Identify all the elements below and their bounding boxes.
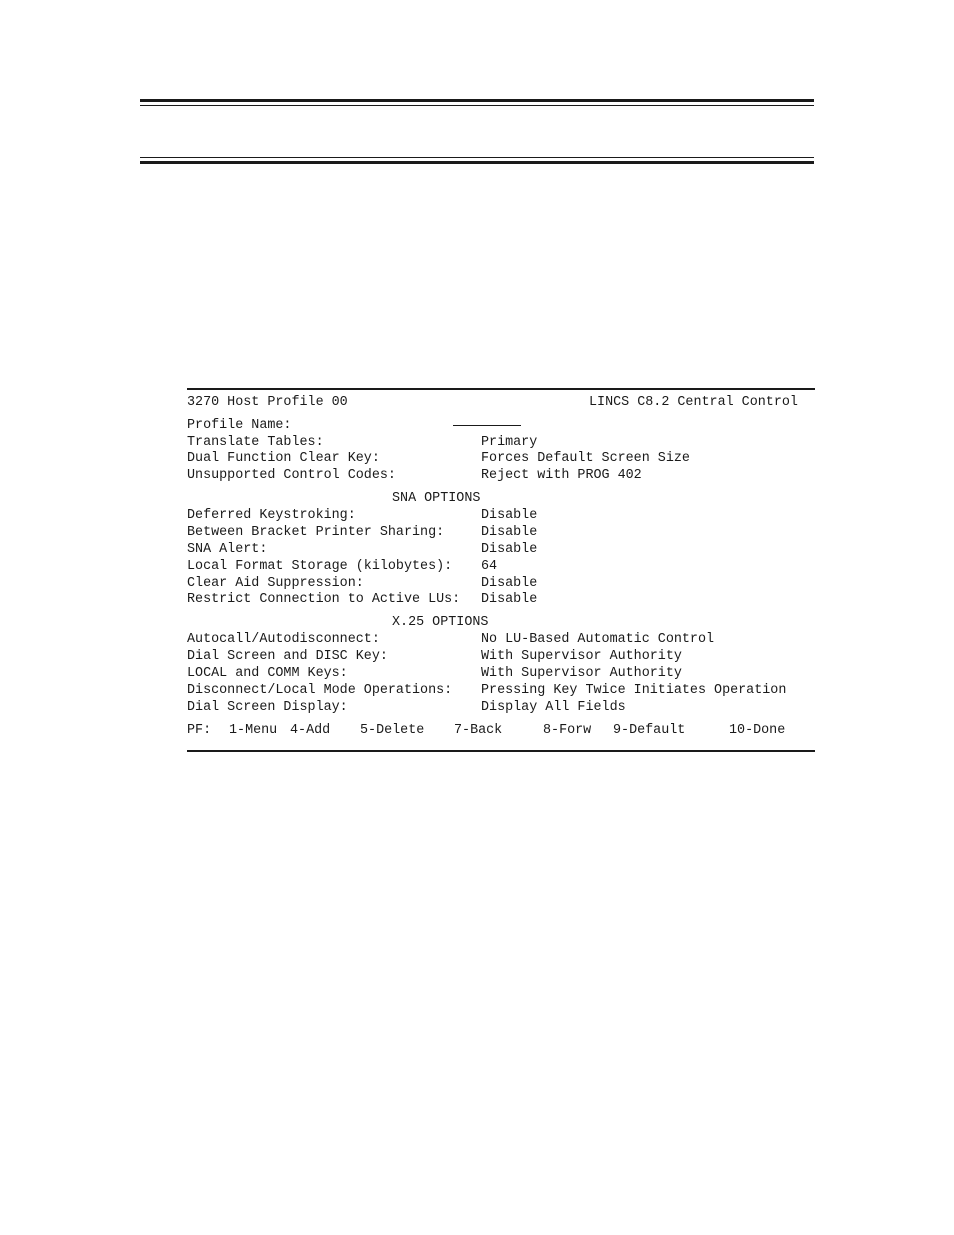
screen-top-rule	[187, 388, 815, 390]
field-row	[187, 542, 815, 558]
field-value[interactable]: Forces Default Screen Size	[481, 451, 690, 466]
field-value[interactable]: Disable	[481, 508, 538, 523]
field-value[interactable]: Pressing Key Twice Initiates Operation	[481, 683, 787, 698]
field-label: Deferred Keystroking:	[187, 508, 356, 523]
x25-section-title: X.25 OPTIONS	[392, 615, 489, 630]
pf-key-default[interactable]: 9-Default	[613, 723, 686, 738]
field-value[interactable]: Disable	[481, 542, 538, 557]
field-label: Dual Function Clear Key:	[187, 451, 380, 466]
pf-key-add[interactable]: 4-Add	[290, 723, 331, 738]
field-label: Dial Screen and DISC Key:	[187, 649, 388, 664]
profile-name-input[interactable]	[453, 425, 521, 426]
field-value[interactable]: With Supervisor Authority	[481, 649, 682, 664]
field-label: Dial Screen Display:	[187, 700, 348, 715]
field-value[interactable]: No LU-Based Automatic Control	[481, 632, 715, 647]
field-row	[187, 525, 815, 541]
x25-section-heading	[187, 615, 815, 631]
profile-name-label: Profile Name:	[187, 418, 292, 433]
field-label: Local Format Storage (kilobytes):	[187, 559, 453, 574]
field-row	[187, 666, 815, 682]
field-row	[187, 451, 815, 467]
terminal-screen	[187, 388, 815, 738]
field-label: Translate Tables:	[187, 435, 324, 450]
pf-key-menu[interactable]: 1-Menu	[229, 723, 278, 738]
system-title: LINCS C8.2 Central Control	[589, 395, 798, 410]
sna-section-title: SNA OPTIONS	[392, 491, 481, 506]
pf-key-back[interactable]: 7-Back	[454, 723, 503, 738]
field-row	[187, 508, 815, 524]
field-label: Clear Aid Suppression:	[187, 576, 364, 591]
field-label: Restrict Connection to Active LUs:	[187, 592, 461, 607]
pf-key-delete[interactable]: 5-Delete	[360, 723, 425, 738]
screen-title: 3270 Host Profile 00	[187, 395, 348, 410]
profile-name-row	[187, 418, 815, 434]
field-label: LOCAL and COMM Keys:	[187, 666, 348, 681]
field-row	[187, 649, 815, 665]
field-row	[187, 559, 815, 575]
field-value[interactable]: Display All Fields	[481, 700, 626, 715]
field-value[interactable]: Primary	[481, 435, 538, 450]
field-row	[187, 468, 815, 484]
field-row	[187, 700, 815, 716]
field-row	[187, 576, 815, 592]
field-label: SNA Alert:	[187, 542, 268, 557]
field-value[interactable]: Disable	[481, 592, 538, 607]
field-value[interactable]: With Supervisor Authority	[481, 666, 682, 681]
field-value[interactable]: 64	[481, 559, 498, 574]
screen-header	[187, 395, 815, 411]
top-double-rule	[140, 99, 814, 106]
field-label: Unsupported Control Codes:	[187, 468, 396, 483]
field-label: Disconnect/Local Mode Operations:	[187, 683, 453, 698]
field-value[interactable]: Reject with PROG 402	[481, 468, 642, 483]
pf-key-bar	[187, 723, 815, 739]
header-double-rule	[140, 157, 814, 164]
field-row	[187, 683, 815, 699]
field-value[interactable]: Disable	[481, 576, 538, 591]
pf-prefix: PF:	[187, 723, 212, 738]
pf-key-done[interactable]: 10-Done	[729, 723, 786, 738]
field-label: Autocall/Autodisconnect:	[187, 632, 380, 647]
screen-bottom-rule	[187, 750, 815, 752]
field-value[interactable]: Disable	[481, 525, 538, 540]
field-row	[187, 592, 815, 608]
sna-section-heading	[187, 491, 815, 507]
field-label: Between Bracket Printer Sharing:	[187, 525, 445, 540]
field-row	[187, 435, 815, 451]
pf-key-forward[interactable]: 8-Forw	[543, 723, 592, 738]
field-row	[187, 632, 815, 648]
